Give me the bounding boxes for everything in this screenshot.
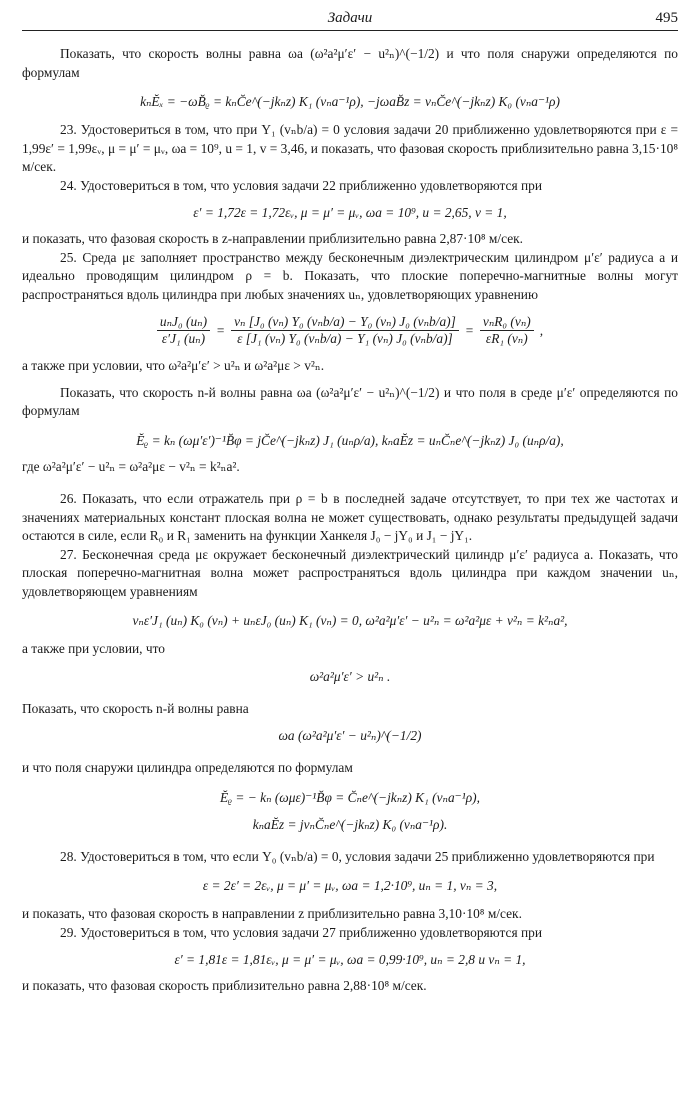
paragraph: и что поля снаружи цилиндра определяются по формулам <box>22 760 353 775</box>
paragraph: а также при условии, что ω²a²μ′ε′ > u²ₙ и ω²a²με > v²ₙ. <box>22 358 325 373</box>
problem-25: 25. Среда με заполняет пространство между бесконечным диэлектрическим цилиндром μ′ε′ радиуса a и идеально проводящим цилиндром ρ = b. Показать, что плоские поперечно-магнитные волны могут распространяться вдоль цилиндра при любых значениях uₙ, удовлетворяющих уравнению <box>22 249 678 302</box>
paragraph: где ω²a²μ′ε′ − u²ₙ = ω²a²με − v²ₙ = k²ₙa². <box>22 458 240 474</box>
formula: kₙĔₓ = −ωB̆ᵨ = kₙC̆e^(−jkₙz) K₁ (vₙa⁻¹ρ), −jωaB̆z = vₙC̆e^(−jkₙz) K₀ (vₙa⁻¹ρ) <box>140 94 560 109</box>
problem-23: 23. Удостовериться в том, что при Y₁ (vₙb/a) = 0 условия задачи 20 приближенно удовлетворяются при ε = 1,99ε′ = 1,99εᵥ, μ = μ′ = μᵥ, ωa = 10⁹, u = 1, v = 3,46, и показать, что фазовая скорость приблизительно равна 3,15·10⁸ м/сек. <box>22 122 678 174</box>
formula: ε = 2ε′ = 2εᵥ, μ = μ′ = μᵥ, ωa = 1,2·10⁹, uₙ = 1, vₙ = 3, <box>202 878 498 893</box>
problem-29: 29. Удостовериться в том, что условия задачи 27 приближенно удовлетворяются при <box>60 924 542 940</box>
formula: kₙaĔz = jvₙC̆ₙe^(−jkₙz) K₀ (vₙa⁻¹ρ). <box>252 816 448 832</box>
fraction <box>157 314 210 347</box>
paragraph: Показать, что скорость n-й волны равна <box>22 700 249 716</box>
formula: ωa (ω²a²μ′ε′ − u²ₙ)^(−1/2) <box>278 728 422 743</box>
formula: Ĕᵨ = − kₙ (ωμε)⁻¹B̆φ = C̆ₙe^(−jkₙz) K₁ (vₙa⁻¹ρ), <box>220 789 480 805</box>
formula: ε′ = 1,81ε = 1,81εᵥ, μ = μ′ = μᵥ, ωa = 0,99·10⁹, uₙ = 2,8 и vₙ = 1, <box>174 952 526 967</box>
book-page <box>22 8 678 996</box>
formula: Ĕᵨ = kₙ (ωμ′ε′)⁻¹B̆φ = jC̆e^(−jkₙz) J₁ (uₙρ/a), kₙaĔz = uₙC̆ₙe^(−jkₙz) J₀ (uₙρ/a), <box>136 432 564 448</box>
formula-fraction-equation: $\frac{\text{uₙJ₀ (uₙ)}}{\text{ε′J₁ (uₙ)}}$ = $\frac{\text{vₙ [J₀ (vₙ) Y₀ (vₙb/a) − Y₀ (vₙ) J₀ (vₙb/a)]}}{\text{ε [J₁ (vₙ) Y₀ (vₙb/a) − Y₁ (vₙ) J₀ (vₙb/a)]}}$ = $\frac{\text{vₙR₀ (vₙ)}}{\text{εR₁ (vₙ)}}$ , <box>22 314 678 347</box>
header-title: Задачи <box>327 10 373 26</box>
paragraph: и показать, что фазовая скорость в направлении z приблизительно равна 3,10·10⁸ м/сек. <box>22 906 522 921</box>
numerator: vₙ [J₀ (vₙ) Y₀ (vₙb/a) − Y₀ (vₙ) J₀ (vₙb/a)] <box>231 314 459 331</box>
problem-24: 24. Удостовериться в том, что условия задачи 22 приближенно удовлетворяются при <box>60 177 542 193</box>
paragraph: Показать, что скорость волны равна ωa (ω²a²μ′ε′ − u²ₙ)^(−1/2) и что поля снаружи определяются по формулам <box>22 46 678 80</box>
numerator: uₙJ₀ (uₙ) <box>157 314 210 331</box>
formula: ω²a²μ′ε′ > u²ₙ . <box>309 668 391 684</box>
paragraph: и показать, что фазовая скорость в z-направлении приблизительно равна 2,87·10⁸ м/сек. <box>22 231 524 246</box>
fraction <box>231 314 459 347</box>
formula: vₙε′J₁ (uₙ) K₀ (vₙ) + uₙεJ₀ (uₙ) K₁ (vₙ) = 0, ω²a²μ′ε′ − u²ₙ = ω²a²με + v²ₙ = k²ₙa², <box>132 613 568 628</box>
page-number: 495 <box>655 10 678 26</box>
fraction <box>480 314 534 347</box>
denominator: ε′J₁ (uₙ) <box>161 331 206 346</box>
paragraph: и показать, что фазовая скорость приблизительно равна 2,88·10⁸ м/сек. <box>22 978 427 993</box>
running-header <box>22 8 678 31</box>
problem-26: 26. Показать, что если отражатель при ρ = b в последней задаче отсутствует, то при тех же частотах и значениях материальных констант плоская волна не может существовать, однако результаты предыдущей задачи остаются в силе, если R₀ и R₁ заменить на функции Ханкеля J₀ − jY₀ и J₁ − jY₁. <box>22 491 678 543</box>
numerator: vₙR₀ (vₙ) <box>480 314 534 331</box>
paragraph: а также при условии, что <box>22 641 165 656</box>
denominator: ε [J₁ (vₙ) Y₀ (vₙb/a) − Y₁ (vₙ) J₀ (vₙb/a)] <box>237 331 453 346</box>
denominator: εR₁ (vₙ) <box>485 331 528 346</box>
problem-27: 27. Бесконечная среда με окружает бесконечный диэлектрический цилиндр μ′ε′ радиуса a. Показать, что плоская поперечно-магнитная волна может распространяться вдоль цилиндра при каждом значении uₙ, удовлетворяющем уравнениям <box>22 546 678 599</box>
problem-28: 28. Удостовериться в том, что если Y₀ (vₙb/a) = 0, условия задачи 25 приближенно удовлетворяются при <box>60 848 655 864</box>
paragraph: Показать, что скорость n-й волны равна ωa (ω²a²μ′ε′ − u²ₙ)^(−1/2) и что поля в среде μ′ε′ определяются по формулам <box>22 384 678 418</box>
formula: ε′ = 1,72ε = 1,72εᵥ, μ = μ′ = μᵥ, ωa = 10⁹, u = 2,65, v = 1, <box>193 205 507 220</box>
